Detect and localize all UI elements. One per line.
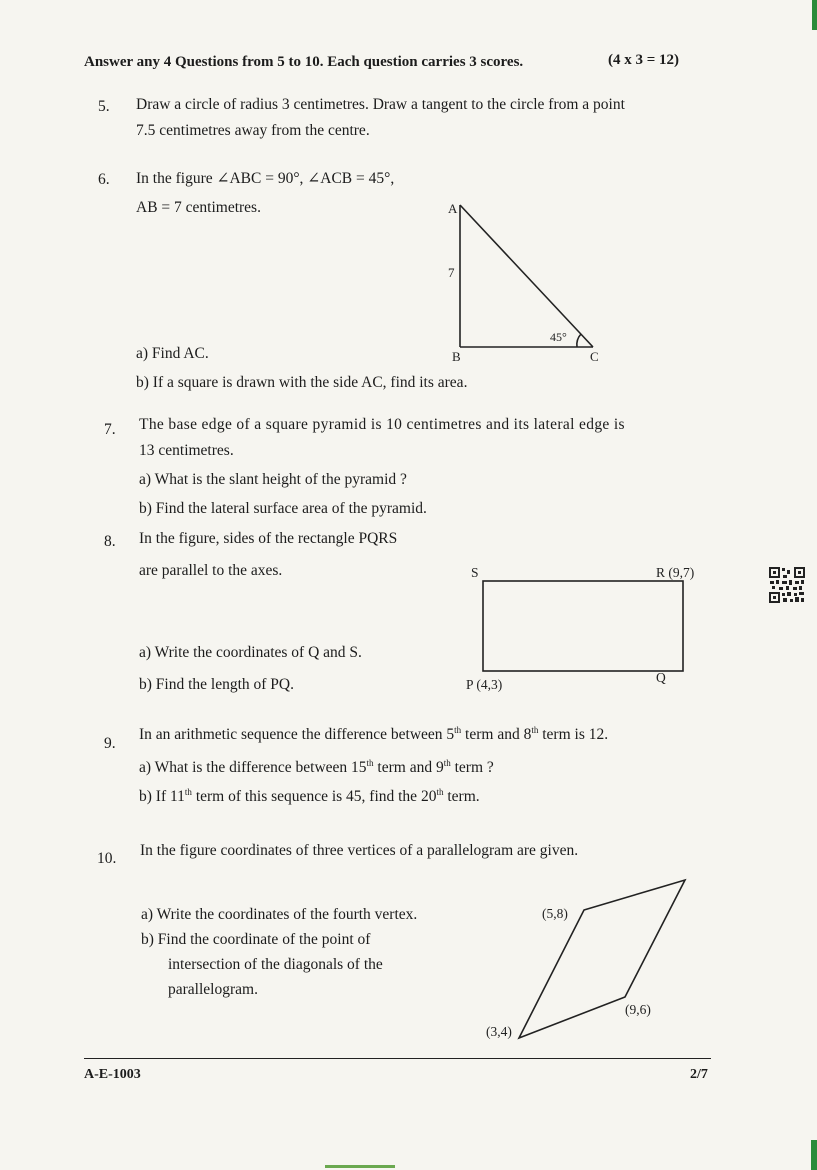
q10-parallelogram-figure: [480, 870, 700, 1050]
q9-text-line1: In an arithmetic sequence the difference between 5th term and 8th term is 12.: [139, 725, 609, 743]
side-length-label: 7: [448, 265, 455, 280]
q10-part-b-line3: parallelogram.: [168, 981, 258, 998]
q6-text-line1: In the figure ∠ABC = 90°, ∠ACB = 45°,: [136, 170, 395, 187]
vertex-9-6-label: (9,6): [625, 1002, 651, 1017]
q6-part-b: b) If a square is drawn with the side AC, find its area.: [136, 374, 468, 391]
triangle-side-ac: [460, 205, 593, 347]
vertex-5-8-label: (5,8): [542, 906, 568, 921]
q10-part-b-line2: intersection of the diagonals of the: [168, 956, 383, 973]
q9-part-b: b) If 11th term of this sequence is 45, find the 20th term.: [139, 787, 480, 805]
q8-text-line1: In the figure, sides of the rectangle PQRS: [139, 530, 398, 547]
q10-text-line1: In the figure coordinates of three vertices of a parallelogram are given.: [140, 842, 579, 859]
vertex-p-label: P (4,3): [466, 677, 503, 692]
q8-part-b: b) Find the length of PQ.: [139, 676, 294, 693]
footer-divider: [84, 1058, 711, 1059]
q8-rectangle-figure: [460, 560, 710, 695]
q7-part-b: b) Find the lateral surface area of the pyramid.: [139, 500, 427, 517]
q6-part-a: a) Find AC.: [136, 345, 209, 362]
rectangle-pqrs: [483, 581, 683, 671]
section-marks: (4 x 3 = 12): [608, 52, 680, 68]
edge-mark-top: [812, 0, 817, 30]
q7-text-line2: 13 centimetres.: [139, 442, 234, 459]
angle-arc: [577, 334, 581, 347]
q8-text-line2: are parallel to the axes.: [139, 562, 283, 579]
q9-number: 9.: [104, 735, 116, 752]
q6-triangle-figure: [440, 195, 620, 370]
q7-text-line1: The base edge of a square pyramid is 10 centimetres and its lateral edge is: [139, 416, 625, 433]
q8-number: 8.: [104, 533, 116, 550]
q8-part-a: a) Write the coordinates of Q and S.: [139, 644, 362, 661]
vertex-r-label: R (9,7): [656, 565, 695, 580]
q5-number: 5.: [98, 98, 110, 115]
vertex-c-label: C: [590, 349, 599, 364]
vertex-3-4-label: (3,4): [486, 1024, 512, 1039]
q10-part-b-line1: b) Find the coordinate of the point of: [141, 931, 371, 948]
qr-code-icon: [768, 566, 806, 604]
vertex-q-label: Q: [656, 670, 666, 685]
q6-number: 6.: [98, 171, 110, 188]
vertex-a-label: A: [448, 201, 458, 216]
vertex-s-label: S: [471, 565, 479, 580]
q5-text-line2: 7.5 centimetres away from the centre.: [136, 122, 370, 139]
q5-text-line1: Draw a circle of radius 3 centimetres. Draw a tangent to the circle from a point: [136, 96, 625, 113]
q9-part-a: a) What is the difference between 15th term and 9th term ?: [139, 758, 494, 776]
q10-part-a: a) Write the coordinates of the fourth vertex.: [141, 906, 418, 923]
q7-number: 7.: [104, 421, 116, 438]
angle-label: 45°: [550, 330, 567, 344]
paper-code: A-E-1003: [84, 1067, 141, 1082]
parallelogram: [519, 880, 685, 1038]
q7-part-a: a) What is the slant height of the pyramid ?: [139, 471, 407, 488]
q10-number: 10.: [97, 850, 117, 867]
edge-mark-bottom: [811, 1140, 817, 1170]
vertex-b-label: B: [452, 349, 461, 364]
q6-text-line2: AB = 7 centimetres.: [136, 199, 261, 216]
section-instructions: Answer any 4 Questions from 5 to 10. Each question carries 3 scores.: [84, 54, 524, 70]
bottom-mark: [325, 1165, 395, 1168]
page-number: 2/7: [690, 1067, 708, 1082]
